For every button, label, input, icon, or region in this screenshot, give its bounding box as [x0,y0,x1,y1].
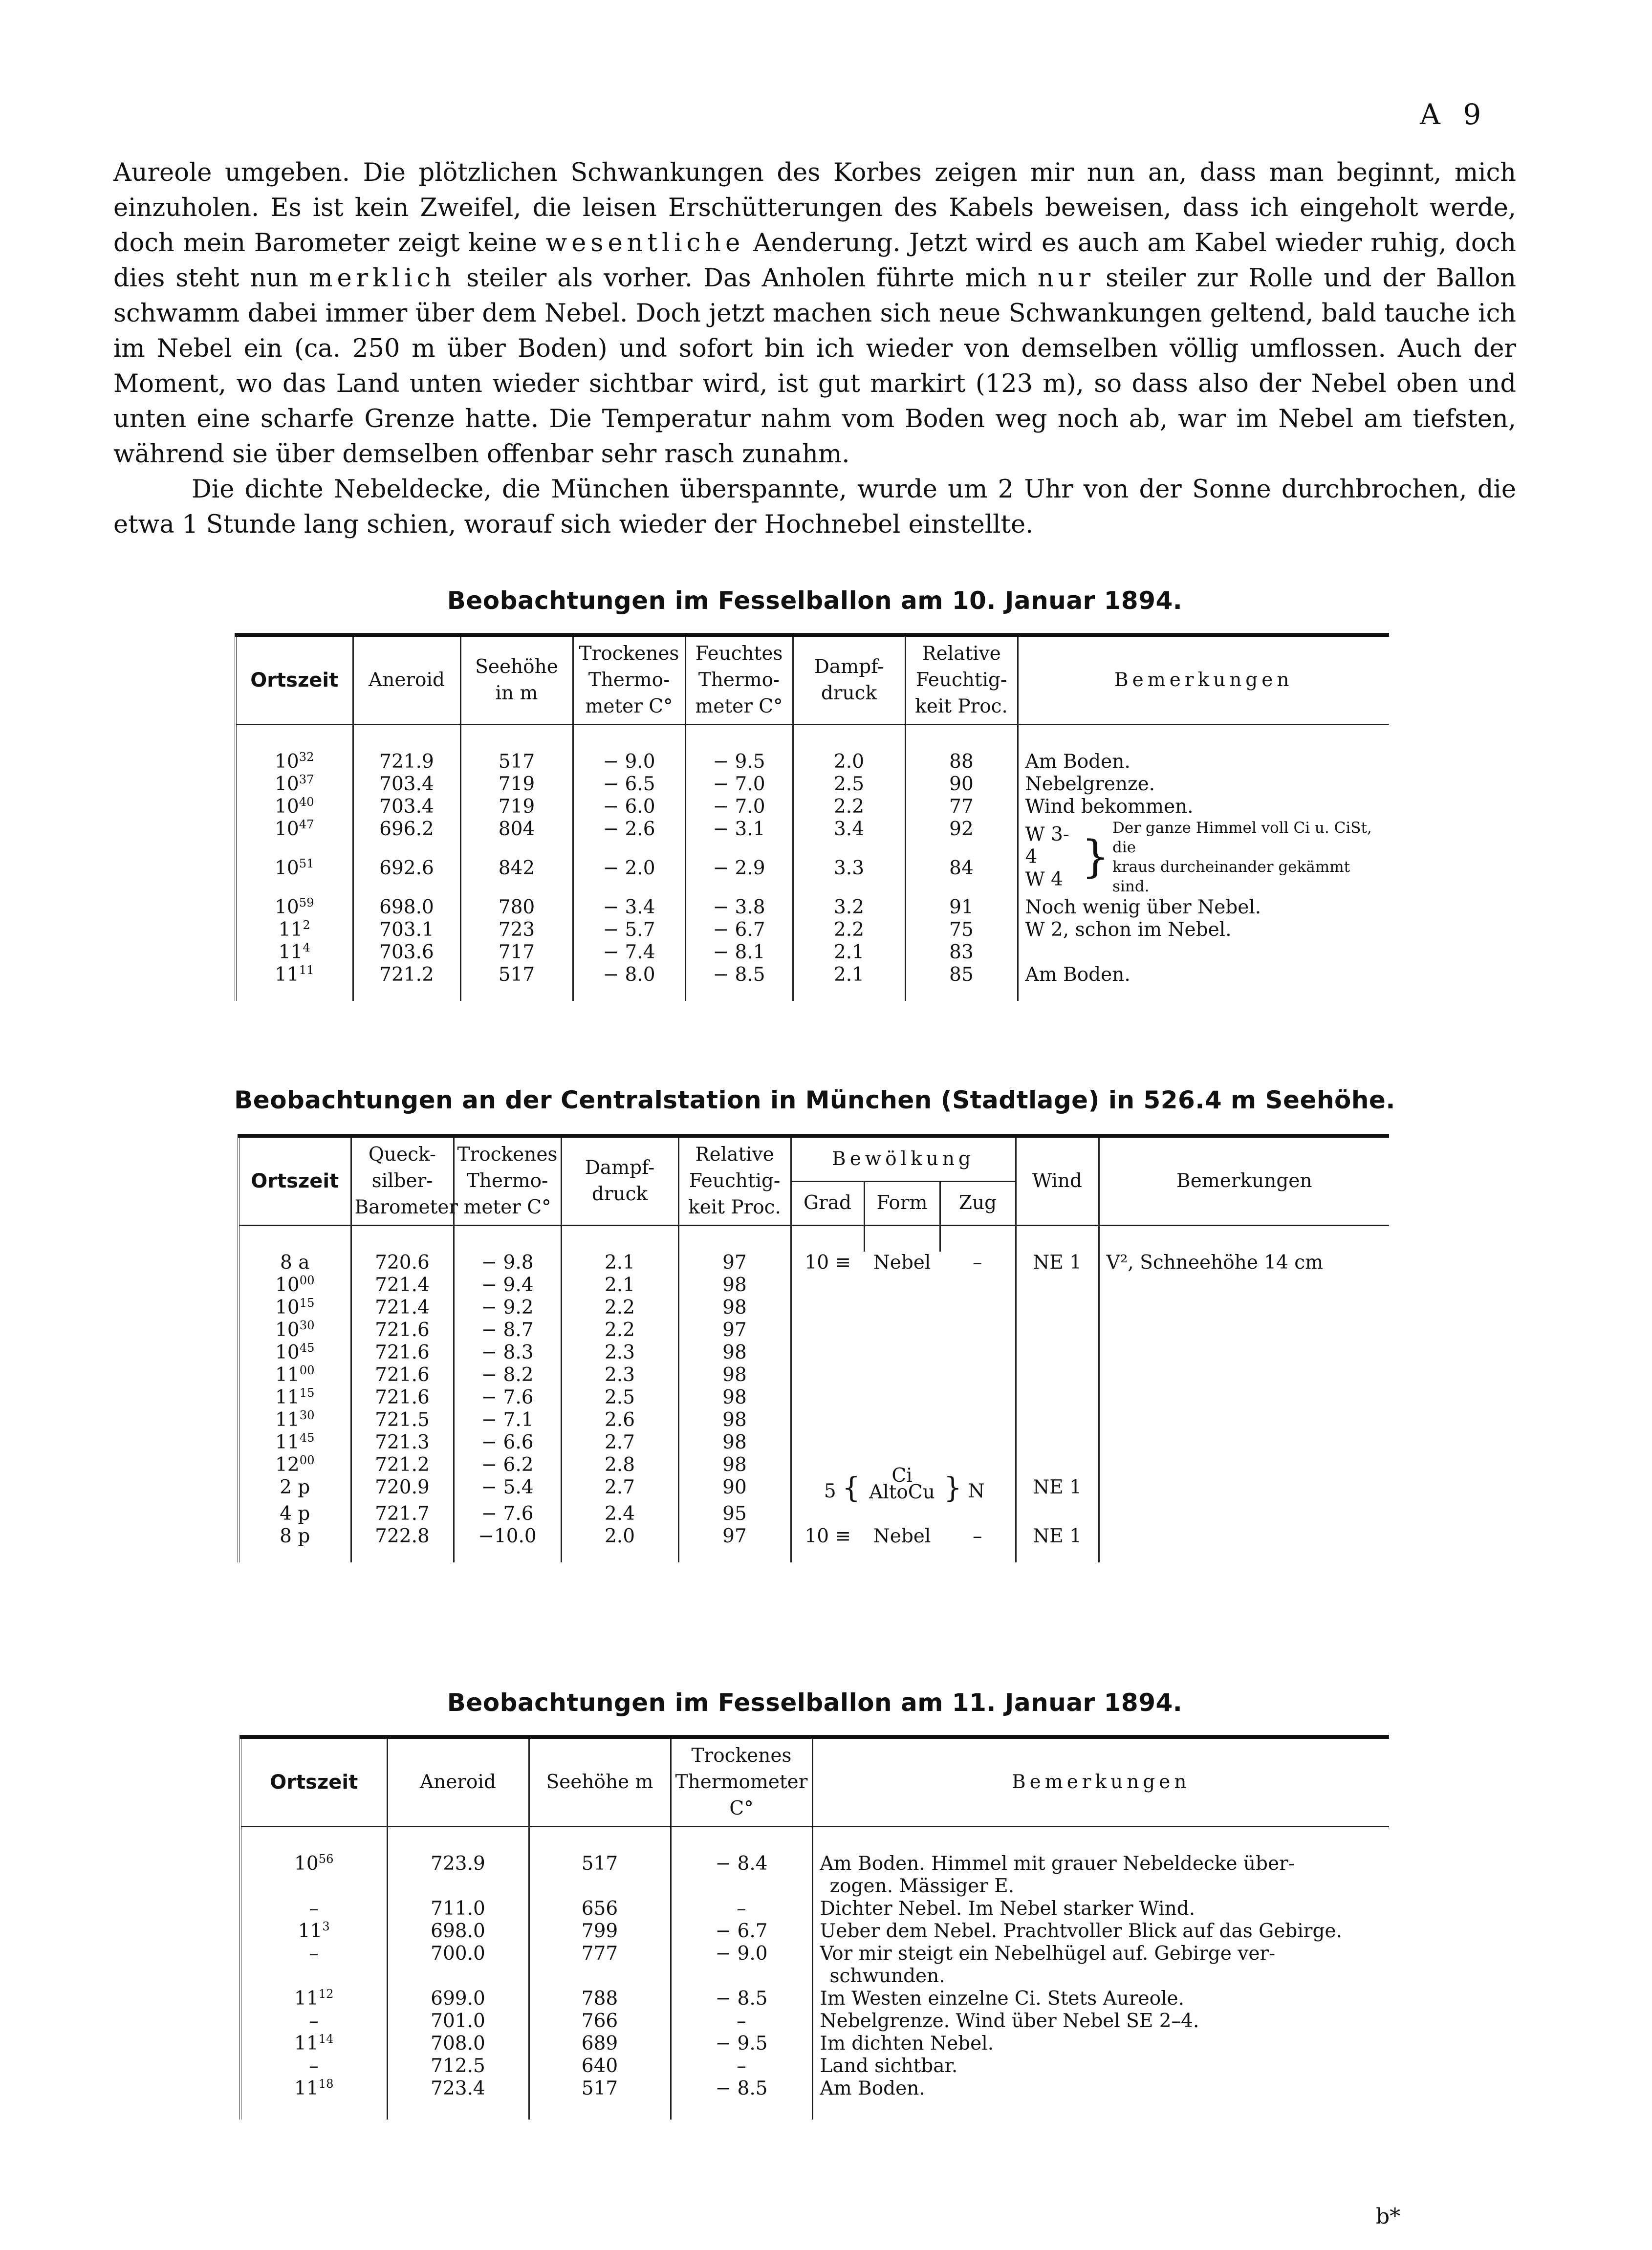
cell-time: $11^{00}$ [239,1364,351,1386]
col-dampf: Dampf- druck [793,635,905,725]
table2-header [239,1136,1389,1181]
cell-bem: Dichter Nebel. Im Nebel starker Wind. [812,1898,1389,1920]
cell-baro: 720.9 [351,1476,454,1503]
cell-time: $11^4$ [236,941,353,964]
cell-baro: 720.6 [351,1252,454,1274]
table-row [239,1252,1389,1274]
cell-grad: 10 ≡ [791,1525,864,1548]
table1-header [236,635,1389,725]
table-row [240,1920,1389,1943]
cell-hoehe: 842 [460,857,573,896]
cell-dampf: 2.7 [561,1431,678,1454]
table-row [239,1409,1389,1431]
col-barometer: Queck- silber- Barometer [351,1136,454,1226]
cell-feucht: − 6.7 [685,919,793,941]
cell-dampf: 2.2 [561,1319,678,1341]
signature-mark: b* [1376,2204,1401,2229]
table-row [239,1476,1389,1503]
cell-bem: W 2, schon im Nebel. [1018,919,1389,941]
cell-rel: 95 [678,1503,791,1525]
cell-baro: 721.2 [351,1454,454,1476]
cell-trocken: – [671,2010,812,2033]
cell-baro: 721.6 [351,1364,454,1386]
cell-baro: 721.5 [351,1409,454,1431]
table-row [240,1853,1389,1898]
emphasis-text: wesentliche [545,229,745,258]
cell-baro: 721.4 [351,1274,454,1297]
cell-feucht: − 9.5 [685,751,793,773]
cell-trocken: − 5.4 [454,1476,561,1503]
cell-grad: 10 ≡ [791,1252,864,1274]
cell-trocken: − 8.0 [573,964,685,986]
cell-time: 4 p [239,1503,351,1525]
cell-dampf: 3.4 [793,818,905,857]
col-dampf: Dampf- druck [561,1136,678,1226]
table-row [236,751,1389,773]
cell-hoehe: 780 [460,896,573,919]
cell-trocken: − 8.7 [454,1319,561,1341]
cell-trocken: − 9.0 [671,1943,812,1988]
cell-dampf: 2.2 [793,796,905,818]
table3-header [240,1737,1389,1827]
wind-note: W 4 [1025,868,1063,890]
cell-bem: Land sichtbar. [812,2055,1389,2077]
text-run: Aureole umgeben. Die plötzlichen Schwankungen des Korbes zeigen mir nun an, dass man beginnt, mich einzuholen. Es ist kein Zweifel, die leisen Erschütterungen des Kabels beweisen, dass ich eingeholt werde, doch mein Barometer zeigt keine [113,158,1516,258]
table-row [236,964,1389,986]
col-bewoelkung: Bewölkung [791,1136,1016,1181]
table-row [239,1341,1389,1364]
cell-trocken: − 5.7 [573,919,685,941]
cell-trocken: − 9.8 [454,1252,561,1274]
cell-aneroid: 723.4 [387,2077,529,2100]
cell-aneroid: 699.0 [387,1988,529,2010]
cell-trocken: − 8.3 [454,1341,561,1364]
table3-title: Beobachtungen im Fesselballon am 11. Januar 1894. [447,1688,1183,1717]
cell-dampf: 2.1 [561,1252,678,1274]
table-row [239,1319,1389,1341]
cell-dampf: 2.1 [793,964,905,986]
cell-baro: 721.4 [351,1297,454,1319]
cell-rel: 92 [905,818,1018,857]
cell-bem: Am Boden. [812,2077,1389,2100]
cell-hoehe: 640 [529,2055,671,2077]
form-line: AltoCu [869,1481,935,1503]
cell-trocken: − 7.1 [454,1409,561,1431]
table-row [236,773,1389,796]
brace-symbol: { [842,1471,860,1504]
table2-title: Beobachtungen an der Centralstation in München (Stadtlage) in 526.4 m Seehöhe. [234,1086,1395,1114]
cell-aneroid: 712.5 [387,2055,529,2077]
table-row [239,1386,1389,1409]
cell-aneroid: 711.0 [387,1898,529,1920]
cell-hoehe: 656 [529,1898,671,1920]
cell-dampf: 2.3 [561,1364,678,1386]
cell-time: $11^{11}$ [236,964,353,986]
cell-aneroid: 708.0 [387,2033,529,2055]
cell-feucht: − 7.0 [685,773,793,796]
table-row [240,2033,1389,2055]
table-row [239,1297,1389,1319]
cell-aneroid: 723.9 [387,1853,529,1898]
cell-time: $11^{14}$ [240,2033,387,2055]
cell-time: $10^{45}$ [239,1341,351,1364]
col-aneroid: Aneroid [387,1737,529,1827]
cell-rel: 98 [678,1431,791,1454]
cell-bem: Am Boden. [1018,964,1389,986]
cell-rel: 88 [905,751,1018,773]
cell-grad: 5 { [791,1476,864,1503]
cell-trocken: − 7.6 [454,1503,561,1525]
cell-dampf: 2.2 [561,1297,678,1319]
cell-dampf: 2.7 [561,1476,678,1503]
cell-hoehe: 799 [529,1920,671,1943]
col-seehoehe: Seehöhe in m [460,635,573,725]
cell-dampf: 2.8 [561,1454,678,1476]
cell-bem: Noch wenig über Nebel. [1018,896,1389,919]
cell-time: $11^{15}$ [239,1386,351,1409]
table1 [235,633,1389,1001]
cell-rel: 97 [678,1252,791,1274]
brace-note: Der ganze Himmel voll Ci u. CiSt, die [1112,819,1372,856]
table-row [240,1988,1389,2010]
cell-time: $11^{18}$ [240,2077,387,2100]
cell-trocken: − 3.4 [573,896,685,919]
cell-time: $10^{51}$ [236,857,353,896]
cell-dampf: 2.5 [561,1386,678,1409]
table-row [239,1454,1389,1476]
cell-trocken: − 7.6 [454,1386,561,1409]
table-row [240,1898,1389,1920]
wind-note: W 3-4 [1025,823,1069,868]
col-trocken: Trockenes Thermo- meter C° [454,1136,561,1226]
cell-dampf: 2.3 [561,1341,678,1364]
table-row [240,1943,1389,1988]
cell-time: – [240,1898,387,1920]
cell-time: $10^{59}$ [236,896,353,919]
brace-symbol: } [1081,831,1110,883]
cell-hoehe: 719 [460,796,573,818]
cell-dampf: 3.3 [793,857,905,896]
cell-rel: 98 [678,1341,791,1364]
cell-feucht: − 2.9 [685,857,793,896]
cell-baro: 722.8 [351,1525,454,1548]
paragraph-2: Die dichte Nebeldecke, die München überspannte, wurde um 2 Uhr von der Sonne durchbrochen, die etwa 1 Stunde lang schien, worauf sich wieder der Hochnebel einstellte. [113,475,1516,539]
cell-aneroid: 721.2 [353,964,460,986]
cell-rel: 90 [678,1476,791,1503]
table-row [240,2010,1389,2033]
cell-bem: Ueber dem Nebel. Prachtvoller Blick auf das Gebirge. [812,1920,1389,1943]
page-number: A 9 [1420,98,1488,131]
cell-time: $10^{15}$ [239,1297,351,1319]
cell-time: $12^{00}$ [239,1454,351,1476]
cell-rel: 98 [678,1364,791,1386]
cell-aneroid: 703.1 [353,919,460,941]
table-row [239,1503,1389,1525]
cell-dampf: 2.0 [793,751,905,773]
cell-baro: 721.6 [351,1386,454,1409]
cell-zug: – [973,1252,982,1274]
cell-bem: Im Westen einzelne Ci. Stets Aureole. [812,1988,1389,2010]
cell-rel: 77 [905,796,1018,818]
col-bemerkungen: Bemerkungen [812,1737,1389,1827]
cell-dampf: 2.0 [561,1525,678,1548]
table-row [239,1274,1389,1297]
cell-bem: Am Boden. [1018,751,1389,773]
cell-hoehe: 777 [529,1943,671,1988]
cell-wind: NE 1 [1016,1252,1099,1274]
cell-bem: Am Boden. Himmel mit grauer Nebeldecke über- zogen. Mässiger E. [812,1853,1389,1898]
cell-dampf: 3.2 [793,896,905,919]
table-row [236,796,1389,818]
cell-dampf: 2.6 [561,1409,678,1431]
table-row [236,941,1389,964]
col-bemerkungen: Bemerkungen [1018,635,1389,725]
cell-trocken: − 2.0 [573,857,685,896]
cell-trocken: – [671,2055,812,2077]
col-trocken: Trockenes Thermometer C° [671,1737,812,1827]
cell-time: $10^{47}$ [236,818,353,857]
cell-trocken: −10.0 [454,1525,561,1548]
col-zug: Zug [940,1181,1016,1225]
emphasis-text: nur [1038,264,1095,293]
col-wind: Wind [1016,1136,1099,1226]
cell-form: Nebel [873,1525,931,1547]
cell-time: 2 p [239,1476,351,1503]
cell-aneroid: 721.9 [353,751,460,773]
cell-rel: 83 [905,941,1018,964]
table2 [238,1134,1389,1562]
cell-baro: 721.7 [351,1503,454,1525]
cell-bem: Nebelgrenze. Wind über Nebel SE 2–4. [812,2010,1389,2033]
cell-bem: V², Schneehöhe 14 cm [1099,1252,1389,1274]
table-row [236,818,1389,857]
cell-aneroid: 703.4 [353,773,460,796]
cell-hoehe: 517 [529,1853,671,1898]
cell-rel: 84 [905,857,1018,896]
col-bemerkungen: Bemerkungen [1099,1136,1389,1226]
cell-baro: 721.3 [351,1431,454,1454]
emphasis-text: merklich [309,264,456,293]
cell-time: $10^{37}$ [236,773,353,796]
cell-trocken: − 6.6 [454,1431,561,1454]
cell-feucht: − 3.1 [685,818,793,857]
cell-bem: Im dichten Nebel. [812,2033,1389,2055]
cell-aneroid: 692.6 [353,857,460,896]
table-row [239,1525,1389,1548]
cell-baro: 721.6 [351,1319,454,1341]
body-text [113,155,1516,542]
cell-trocken: − 8.5 [671,1988,812,2010]
cell-aneroid: 701.0 [387,2010,529,2033]
table-row [236,919,1389,941]
cell-time: $10^{00}$ [239,1274,351,1297]
col-ortszeit: Ortszeit [239,1136,351,1226]
cell-trocken: – [671,1898,812,1920]
col-form: Form [864,1181,940,1225]
cell-bem-brace [1018,818,1389,896]
col-grad: Grad [791,1181,864,1225]
cell-bem: Wind bekommen. [1018,796,1389,818]
table-row [239,1364,1389,1386]
text-run: steiler zur Rolle und der Ballon schwamm dabei immer über dem Nebel. Doch jetzt machen sich neue Schwankungen geltend, bald tauche ich im Nebel ein (ca. 250 m über Boden) und sofort bin ich wieder von demselben völlig umflossen. Auch der Moment, wo das Land unten wieder sichtbar wird, ist gut markirt (123 m), so dass also der Nebel oben und unten eine scharfe Grenze hatte. Die Temperatur nahm vom Boden weg noch ab, war im Nebel am tiefsten, während sie über demselben offenbar sehr rasch zunahm. [113,264,1516,469]
cell-zug: – [973,1525,982,1547]
cell-hoehe: 804 [460,818,573,857]
cell-dampf: 2.1 [561,1274,678,1297]
paragraph-1 [113,155,1516,472]
cell-trocken: − 6.0 [573,796,685,818]
cell-dampf: 2.4 [561,1503,678,1525]
cell-trocken: − 2.6 [573,818,685,857]
cell-trocken: − 9.2 [454,1297,561,1319]
cell-trocken: − 6.5 [573,773,685,796]
cell-rel: 98 [678,1386,791,1409]
cell-aneroid: 700.0 [387,1943,529,1988]
cell-bem [1018,941,1389,964]
text-run: steiler als vorher. Das Anholen führte mich [456,264,1038,293]
table-row [236,896,1389,919]
cell-aneroid: 703.6 [353,941,460,964]
cell-feucht: − 3.8 [685,896,793,919]
col-seehoehe: Seehöhe m [529,1737,671,1827]
cell-dampf: 2.5 [793,773,905,796]
cell-time: $10^{30}$ [239,1319,351,1341]
cell-dampf: 2.2 [793,919,905,941]
cell-trocken: − 7.4 [573,941,685,964]
cell-trocken: − 9.5 [671,2033,812,2055]
brace-symbol: } [944,1471,962,1504]
cell-rel: 85 [905,964,1018,986]
cell-hoehe: 517 [460,751,573,773]
cell-time: $10^{56}$ [240,1853,387,1898]
form-line: Ci [891,1465,913,1487]
col-relative: Relative Feuchtig- keit Proc. [905,635,1018,725]
cell-aneroid: 703.4 [353,796,460,818]
cell-time: $11^{30}$ [239,1409,351,1431]
cell-hoehe: 717 [460,941,573,964]
cell-wind: NE 1 [1016,1525,1099,1548]
cell-time: – [240,2055,387,2077]
cell-feucht: − 8.1 [685,941,793,964]
table-row [240,2077,1389,2100]
cell-time: 8 a [239,1252,351,1274]
cell-time: $11^{45}$ [239,1431,351,1454]
cell-trocken: − 8.4 [671,1853,812,1898]
cell-aneroid: 698.0 [387,1920,529,1943]
table-row [239,1431,1389,1454]
cell-hoehe: 766 [529,2010,671,2033]
cell-hoehe: 788 [529,1988,671,2010]
brace-note: kraus durcheinander gekämmt sind. [1112,858,1350,895]
cell-rel: 90 [905,773,1018,796]
cell-rel: 97 [678,1319,791,1341]
cell-zug: } N [944,1471,985,1504]
cell-hoehe: 719 [460,773,573,796]
cell-time: $11^{12}$ [240,1988,387,2010]
cell-bem: Nebelgrenze. [1018,773,1389,796]
cell-time: 8 p [239,1525,351,1548]
cell-time: $11^3$ [240,1920,387,1943]
cell-time: $10^{40}$ [236,796,353,818]
cell-trocken: − 9.0 [573,751,685,773]
table1-title: Beobachtungen im Fesselballon am 10. Januar 1894. [447,586,1183,615]
cell-hoehe: 517 [529,2077,671,2100]
cell-dampf: 2.1 [793,941,905,964]
cell-rel: 98 [678,1274,791,1297]
cell-trocken: − 9.4 [454,1274,561,1297]
cell-rel: 98 [678,1454,791,1476]
cell-wind: NE 1 [1016,1476,1099,1503]
col-feucht: Feuchtes Thermo- meter C° [685,635,793,725]
cell-rel: 98 [678,1297,791,1319]
cell-feucht: − 7.0 [685,796,793,818]
cell-rel: 75 [905,919,1018,941]
cell-aneroid: 696.2 [353,818,460,857]
cell-form [864,1465,940,1503]
cell-rel: 91 [905,896,1018,919]
cell-hoehe: 689 [529,2033,671,2055]
cell-rel: 98 [678,1409,791,1431]
cell-bem: Vor mir steigt ein Nebelhügel auf. Gebirge ver- schwunden. [812,1943,1389,1988]
cell-baro: 721.6 [351,1341,454,1364]
col-aneroid: Aneroid [353,635,460,725]
cell-trocken: − 6.7 [671,1920,812,1943]
cell-feucht: − 8.5 [685,964,793,986]
cell-time: – [240,2010,387,2033]
cell-time: – [240,1943,387,1988]
cell-trocken: − 8.5 [671,2077,812,2100]
cell-trocken: − 8.2 [454,1364,561,1386]
cell-time: $11^2$ [236,919,353,941]
cell-form: Nebel [873,1252,931,1274]
cell-trocken: − 6.2 [454,1454,561,1476]
table3 [239,1735,1389,2120]
col-trocken: Trockenes Thermo- meter C° [573,635,685,725]
col-ortszeit: Ortszeit [236,635,353,725]
cell-rel: 97 [678,1525,791,1548]
col-ortszeit: Ortszeit [240,1737,387,1827]
col-relative: Relative Feuchtig- keit Proc. [678,1136,791,1226]
text-run: Aenderung. Jetzt wird es auch am Kabel wieder ruhig, doch dies steht nun [113,229,1517,293]
cell-aneroid: 698.0 [353,896,460,919]
cell-hoehe: 517 [460,964,573,986]
cell-hoehe: 723 [460,919,573,941]
cell-time: $10^{32}$ [236,751,353,773]
table-row [240,2055,1389,2077]
